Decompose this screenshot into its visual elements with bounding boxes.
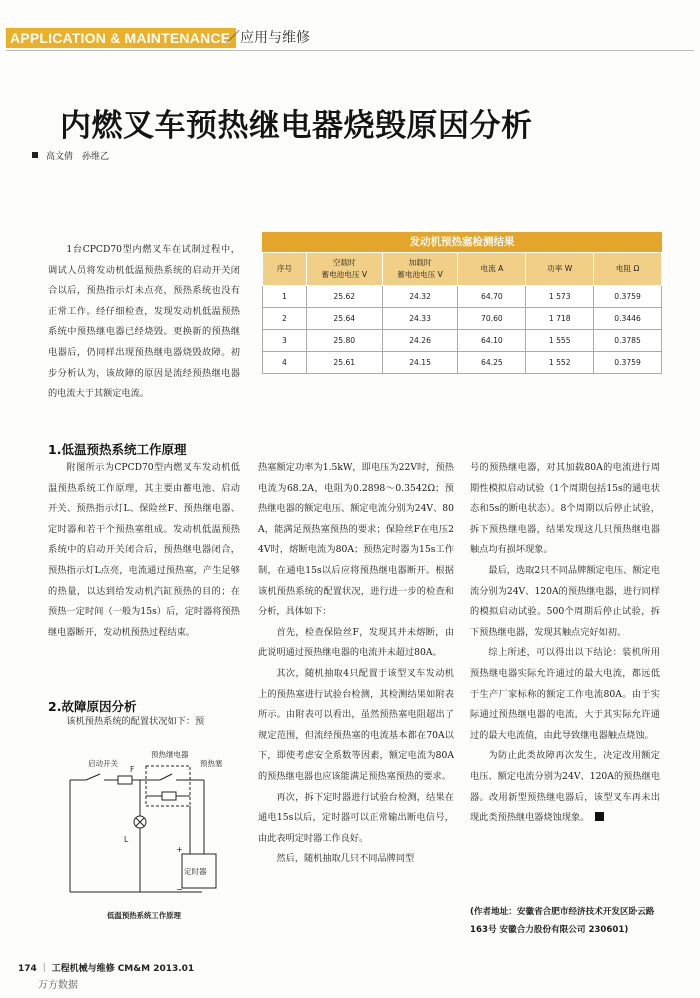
col3-paragraph-4 [470,746,660,828]
section2-paragraph: 该机预热系统的配置状况如下：预 [66,716,205,727]
col2-paragraph-1: 热塞额定功率为1.5kW，即电压为22V时，预热电流为68.2A，电阻为0.2898～0.3542Ω；预热继电器的额定电压、额定电流分别为24V、80A，能满足预热塞预热的要求；保险丝F在电压24V时，熔断电流为80A；预热定时器为15s工作制，在通电15s以后应将预热继电器断开。根据该机预热系统的配置状况，进行进一步的检查和分析，具体如下： [258,462,454,618]
end-mark-icon [595,812,604,821]
authors [32,149,109,162]
table-row [263,352,662,374]
cell: 25.62 [306,286,382,308]
cell: 2 [263,308,307,330]
cell: 4 [263,352,307,374]
figure-caption: 低温预热系统工作原理 [107,911,181,920]
article-title: 内燃叉车预热继电器烧毁原因分析 [60,108,533,144]
bullet-square-icon [32,152,38,158]
cell: 64.25 [458,352,526,374]
cell: 1 555 [526,330,594,352]
col3-paragraph-4-text: 为防止此类故障再次发生，决定改用额定电压、额定电流分别为24V、120A的预热继电器。改用新型预热继电器后，该型叉车再未出现此类预热继电器烧蚀现象。 [470,750,660,824]
cell: 24.32 [382,286,458,308]
intro-paragraph: 1台CPCD70型内燃叉车在试制过程中，调试人员将发动机低温预热系统的启动开关闭合以后，预热指示灯未点亮，预热系统也没有正常工作。经仔细检查，发现发动机低温预热系统中预热继电器已经烧毁。更换新的预热继电器后，仍同样出现预热继电器烧毁故障。初步分析认为，该故障的原因是流经预热继电器的电流大于其额定电流。 [48,244,240,400]
col-header: 空载时 蓄电池电压 V [306,253,382,286]
section-name: ／应用与维修 [226,30,310,46]
col2-paragraph-5: 然后，随机抽取几只不同品牌同型 [276,853,415,865]
section1-paragraph: 附图所示为CPCD70型内燃叉车发动机低温预热系统工作原理，其主要由蓄电池、启动开关、预热指示灯L、保险丝F、预热继电器、定时器和若干个预热塞组成。发动机低温预热系统中的启动开关闭合后，预热继电器闭合，预热指示灯L点亮，电流通过预热塞，产生足够的热量，以达到给发动机汽缸预热的目的；在预热一定时间（一般为15s）后，定时器将预热继电器断开，发动机预热过程结束。 [48,462,240,638]
col-header: 电流 A [458,253,526,286]
col2-paragraph-3: 其次，随机抽取4只配置于该型叉车发动机上的预热塞进行试验台检测，其检测结果如附表所示。由附表可以看出，虽然预热塞电阻超出了规定范围，但流经预热塞的电流基本都在70A以下，即使考虑安全系数等因素，额定电流为80A的预热继电器也应该能满足预热塞预热的要求。 [258,667,454,782]
cell: 25.80 [306,330,382,352]
section1-heading: 1.低温预热系统工作原理 [48,442,187,457]
col2-paragraph-2: 首先，检查保险丝F，发现其并未熔断，由此说明通过预热继电器的电流并未超过80A。 [258,626,454,659]
section2-heading: 2.故障原因分析 [48,699,137,714]
column-3 [470,458,660,829]
cell: 1 552 [526,352,594,374]
cell: 64.70 [458,286,526,308]
cell: 0.3759 [594,286,662,308]
cell: 70.60 [458,308,526,330]
table-header-row [263,253,662,286]
cell: 1 573 [526,286,594,308]
plug-label: 预热塞 [200,759,223,768]
col2-paragraph-4: 再次，拆下定时器进行试验台检测，结果在通电15s以后，定时器可以正常输出断电信号，由此表明定时器工作良好。 [258,791,454,844]
cell: 24.15 [382,352,458,374]
col3-paragraph-1: 号的预热继电器，对其加载80A的电流进行周期性模拟启动试验（1个周期包括15s的通电状态和5s的断电状态）。8个周期以后停止试验，拆下预热继电器，结果发现这几只预热继电器触点均有损坏现象。 [470,462,660,556]
plus-sign: + [176,845,183,854]
page-number: 174 [18,964,37,974]
timer-label: 定时器 [184,867,207,876]
minus-sign: − [176,885,183,894]
header-divider [6,50,694,51]
relay-label: 预热继电器 [151,750,189,759]
cell: 0.3759 [594,352,662,374]
cell: 24.33 [382,308,458,330]
col-header: 加载时 蓄电池电压 V [382,253,458,286]
page-footer [18,961,194,974]
col-header: 序号 [263,253,307,286]
table-row [263,286,662,308]
circuit-svg [64,744,234,894]
table-row [263,308,662,330]
cell: 25.61 [306,352,382,374]
table-title: 发动机预热塞检测结果 [262,232,662,252]
column-2 [258,458,454,870]
col-header: 电阻 Ω [594,253,662,286]
lamp-label: L [124,835,129,844]
author-address: (作者地址：安徽省合肥市经济技术开发区卧云路163号 安徽合力股份有限公司 230601) [470,907,655,935]
cell: 25.64 [306,308,382,330]
cell: 1 718 [526,308,594,330]
section-tag: APPLICATION & MAINTENANCE [6,28,236,48]
col-header: 功率 W [526,253,594,286]
col3-paragraph-3: 综上所述，可以得出以下结论：装机所用预热继电器实际允许通过的最大电流，都远低于生产厂家标称的额定工作电流80A。由于实际通过预热继电器的电流，大于其实际允许通过的最大电流值，由此导致继电器触点烧蚀。 [470,647,660,741]
col3-paragraph-2: 最后，选取2只不同品牌额定电压、额定电流分别为24V、120A的预热继电器，进行同样的模拟启动试验。500个周期后停止试验，拆下预热继电器，发现其触点完好如初。 [470,564,660,638]
watermark: 万方数据 [38,980,78,991]
switch-label: 启动开关 [88,759,118,768]
circuit-diagram [64,744,234,894]
authors-text: 高文倩 孙维乙 [46,152,110,162]
cell: 64.10 [458,330,526,352]
table-row [263,330,662,352]
footer-separator: ｜ [39,964,49,974]
cell: 3 [263,330,307,352]
cell: 1 [263,286,307,308]
cell: 0.3446 [594,308,662,330]
results-table [262,232,662,374]
fuse-label: F [130,765,135,774]
journal-name: 工程机械与维修 CM&M 2013.01 [51,964,195,974]
cell: 0.3785 [594,330,662,352]
cell: 24.26 [382,330,458,352]
